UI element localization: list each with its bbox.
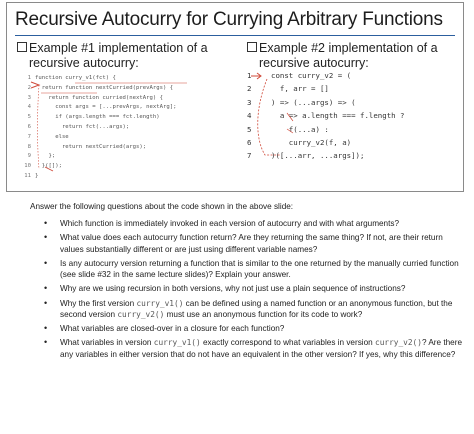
example2-heading-line2: recursive autocurry: [259,56,369,70]
bullet-icon: • [44,218,48,228]
code-text: if (args.length === fct.length) [35,114,160,121]
line-number: 2 [27,84,31,91]
code-line [17,112,160,122]
title-underline [15,35,455,36]
question-item [44,218,464,230]
question-text: ? Are there any variables in either version that do not have an equivalent in the other version? If yes, why this difference? [60,338,463,359]
code-line [17,83,173,93]
line-number: 6 [27,124,31,130]
code-text: function curry_v1(fct) { [35,75,116,81]
question-text: Why the first version [60,298,137,308]
code-text: return function curried(nextArg) { [35,94,163,101]
question-item [44,337,464,360]
line-number: 3 [247,97,252,107]
code-text: )([...arr, ...args]); [271,151,365,161]
line-number: 1 [27,75,31,81]
bullet-icon: • [44,257,48,268]
code-line [247,123,329,137]
question-item [44,323,464,335]
line-number: 7 [27,133,31,140]
code-text: const curry_v2 = ( [271,71,352,80]
question-item [44,283,464,295]
code-line [17,73,116,83]
code-line [247,149,364,163]
question-text: exactly correspond to what variables in version [200,338,375,348]
code-text: f(...a) : [271,124,329,134]
code-text: }([]); [35,163,62,170]
line-number: 6 [247,138,252,147]
question-item [44,298,464,321]
question-text: What value does each autocurry function return? Are they returning the same thing? If not, are their return values substantially different or are just using different variable names? [60,233,443,254]
code-text: return fct(...args); [35,124,130,130]
line-number: 8 [27,143,31,150]
code-text: return nextCurried(args); [35,143,147,150]
checkbox-bullet-icon [247,42,257,52]
questions-intro: Answer the following questions about the code shown in the above slide: [30,202,294,211]
question-text: must use an anonymous function for its code to work? [164,310,363,320]
code-line [247,96,356,110]
code-line [17,132,69,142]
line-number: 5 [27,114,31,121]
question-text: What variables in version [60,338,154,348]
bullet-icon: • [44,297,48,308]
code-text: }; [35,153,56,160]
example1-heading-line2: recursive autocurry: [29,56,139,70]
line-number: 9 [27,153,31,160]
code-line [17,171,38,181]
bullet-icon: • [44,232,48,243]
code-text: return function nextCurried(prevArgs) { [35,84,174,91]
line-number: 4 [247,111,252,121]
line-number: 2 [247,84,252,94]
example1-heading [17,41,208,71]
code-line [17,93,163,103]
code-text: else [35,133,69,140]
example2-heading [247,41,438,71]
example1-code-block [17,73,237,183]
example2-code-block [247,69,467,169]
code-line [17,122,129,132]
example1-heading-line1: Example #1 implementation of a [29,41,208,55]
line-number: 10 [24,163,31,170]
bullet-icon: • [44,283,48,294]
code-line [247,69,351,83]
code-line [247,136,351,150]
code-line [17,142,146,152]
code-reference: curry_v2() [117,310,165,320]
code-line [17,151,55,161]
line-number: 3 [27,94,31,101]
checkbox-bullet-icon [17,42,27,52]
line-number: 5 [247,124,252,134]
line-number: 1 [247,71,252,80]
code-text: f, arr = [] [271,84,329,94]
code-text: const args = [...prevArgs, nextArg]; [35,104,177,111]
line-number: 11 [24,173,31,179]
example2-heading-line1: Example #2 implementation of a [259,41,438,55]
question-text: What variables are closed-over in a closure for each function? [60,324,285,334]
slide-title: Recursive Autocurry for Currying Arbitrary Functions [15,9,443,30]
question-item [44,232,464,255]
code-reference: curry_v1() [136,298,184,308]
question-text: can be defined using a named function or an anonymous function, but the second version [60,298,453,320]
code-text: } [35,173,39,179]
code-line [17,161,62,171]
code-reference: curry_v2() [375,338,422,348]
lecture-slide [6,2,464,192]
bullet-icon: • [44,337,48,348]
question-text: Is any autocurry version returning a function that is similar to the one returned by the manually curried function (see slide #32 in the same lecture slides)? Explain your answer. [60,258,459,280]
code-text: a => a.length === f.length ? [271,111,405,121]
code-line [247,109,405,123]
question-text: Why are we using recursion in both versions, why not just use a plain sequence of instructions? [60,284,406,294]
line-number: 4 [27,104,31,111]
question-item [44,258,464,281]
questions-list [44,218,464,363]
code-line [247,82,329,96]
code-reference: curry_v1() [153,338,201,348]
code-text: ) => (...args) => ( [271,97,356,107]
bullet-icon: • [44,323,48,334]
line-number: 7 [247,151,252,161]
code-line [17,102,176,112]
question-text: Which function is immediately invoked in each version of autocurry and with what arguments? [60,219,400,228]
code-text: curry_v2(f, a) [271,138,352,147]
